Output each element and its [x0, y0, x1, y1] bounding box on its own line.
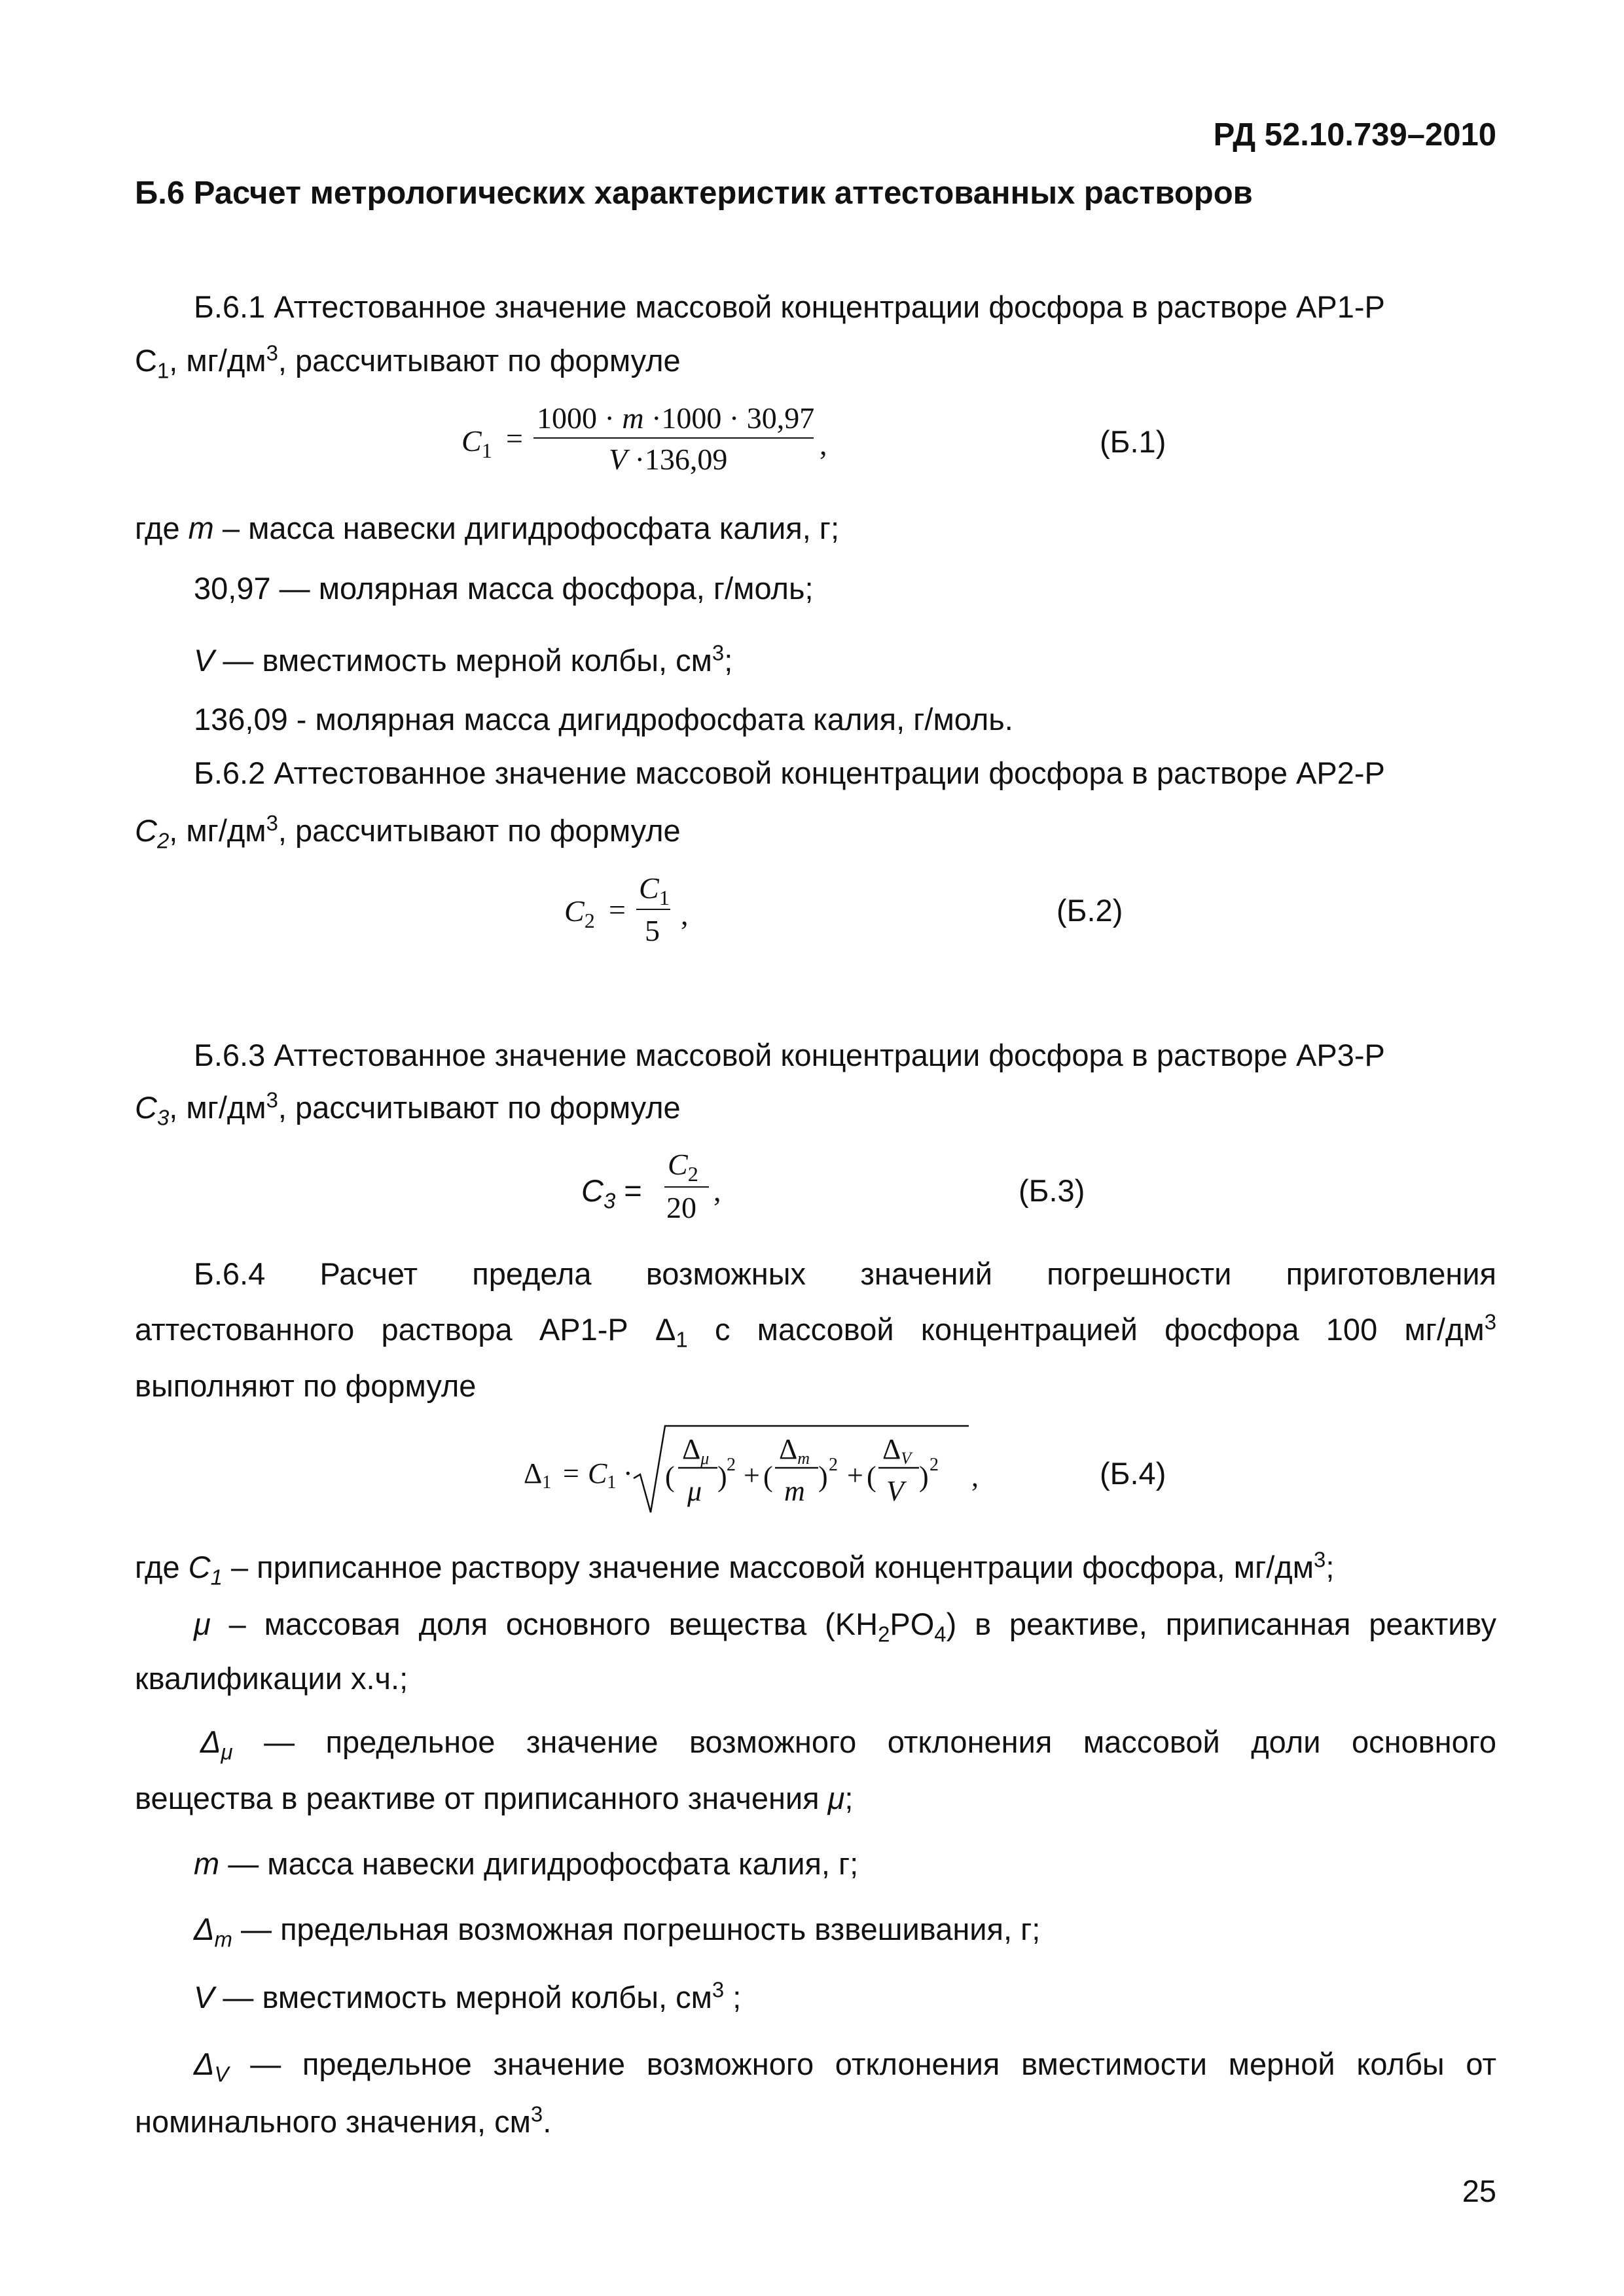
where2-delta-mu-line2: вещества в реактиве от приписанного значения μ;	[135, 1781, 854, 1815]
paragraph-b61-line1: Б.6.1 Аттестованное значение массовой концентрации фосфора в растворе АР1-Р	[194, 289, 1385, 324]
paragraph-b63-line2: $С_3$, $мг/дм^3$, рассчитывают по формуле	[135, 1087, 681, 1130]
where2-m: m — масса навески дигидрофосфата калия, г;	[194, 1846, 859, 1881]
svg-text:Δm: Δm	[779, 1433, 810, 1468]
paragraph-b62-line1: Б.6.2 Аттестованное значение массовой концентрации фосфора в растворе АР2-Р	[194, 756, 1385, 790]
where2-mu-line2: квалификации х.ч.;	[135, 1661, 408, 1696]
where2-delta-v-line1: $\Delta_V$ — предельное значение возможного отклонения вместимости мерной колбы от	[194, 2047, 1496, 2086]
svg-text:): )	[717, 1461, 727, 1493]
svg-text:2: 2	[727, 1455, 736, 1475]
where2-mu-line1: μ – массовая доля основного вещества $(KH_2PO_4)$ в реактиве, приписанная реактиву	[194, 1607, 1496, 1647]
formula-label-b3: (Б.3)	[1019, 1173, 1085, 1208]
document-code: РД 52.10.739–2010	[1213, 117, 1496, 153]
svg-text:Δμ: Δμ	[682, 1433, 710, 1468]
svg-text:·: ·	[623, 1457, 633, 1489]
svg-text:ΔV: ΔV	[882, 1433, 912, 1468]
page-number: 25	[1462, 2174, 1496, 2208]
svg-text:=: =	[563, 1457, 579, 1489]
where2-delta-mu-line1: $\Delta_\mu$ — предельное значение возможного отклонения массовой доли основного	[200, 1724, 1496, 1764]
svg-text:): )	[818, 1461, 828, 1493]
f4-lhs: Δ1	[524, 1457, 552, 1493]
where1-13609: 136,09 - молярная масса дигидрофосфата калия, г/моль.	[194, 702, 1013, 737]
f4-c: C1	[588, 1457, 617, 1493]
where2-delta-m: $\Delta_m$ — предельная возможная погрешность взвешивания, г;	[194, 1912, 1041, 1952]
svg-text:m: m	[784, 1475, 805, 1507]
svg-text:(: (	[763, 1461, 773, 1493]
svg-text:μ: μ	[687, 1475, 702, 1507]
svg-text:V: V	[886, 1475, 904, 1507]
svg-text:(: (	[665, 1461, 675, 1493]
svg-text:+: +	[744, 1459, 760, 1491]
formula-b4	[511, 1408, 1008, 1532]
where1-3097: 30,97 — молярная масса фосфора, г/моль;	[194, 571, 814, 606]
where1-v: V — вместимость мерной колбы, $см^3$;	[194, 640, 733, 678]
svg-text:): )	[919, 1461, 929, 1493]
formula-label-b2: (Б.2)	[1056, 893, 1123, 928]
formula-label-b1: (Б.1)	[1100, 424, 1166, 459]
paragraph-b61-line2: $С_1$, $мг/дм^3$, рассчитывают по формуле	[135, 340, 681, 383]
paragraph-b64-line2: аттестованного раствора АР1-Р $\Delta_1$ с массовой концентрацией фосфора 100 $мг/дм^3$	[135, 1309, 1496, 1352]
where1-m: где m – масса навески дигидрофосфата калия, г;	[135, 511, 840, 545]
svg-text:2: 2	[829, 1455, 838, 1475]
paragraph-b64-line1: Б.6.4 Расчет предела возможных значений погрешности приготовления	[194, 1256, 1496, 1291]
paragraph-b64-line3: выполняют по формуле	[135, 1368, 477, 1403]
svg-text:,: ,	[971, 1461, 979, 1493]
formula-label-b4: (Б.4)	[1100, 1456, 1166, 1491]
where2-delta-v-line2: номинального значения, $см^3$.	[135, 2102, 552, 2139]
where2-c1: где $С_1$ – приписанное раствору значение массовой концентрации фосфора, $мг/дм^3$;	[135, 1547, 1335, 1590]
paragraph-b63-line1: Б.6.3 Аттестованное значение массовой концентрации фосфора в растворе АР3-Р	[194, 1038, 1385, 1072]
where2-v: V — вместимость мерной колбы, $см^3$ ;	[194, 1977, 742, 2014]
svg-text:2: 2	[929, 1455, 939, 1475]
svg-text:+: +	[847, 1459, 863, 1491]
section-title: Б.6 Расчет метрологических характеристик аттестованных растворов	[135, 175, 1253, 211]
paragraph-b62-line2: $С_2$, $мг/дм^3$, рассчитывают по формуле	[135, 811, 681, 853]
svg-text:(: (	[867, 1461, 876, 1493]
